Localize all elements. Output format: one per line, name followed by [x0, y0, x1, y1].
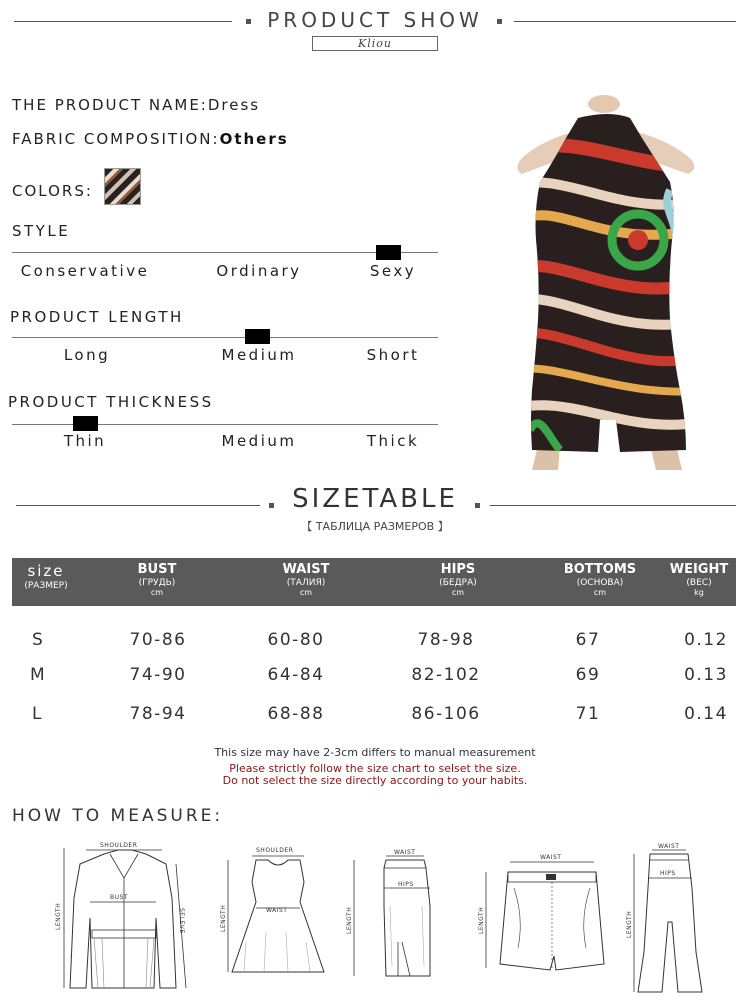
style-option-ordinary: Ordinary: [216, 262, 302, 280]
svg-text:WAIST: WAIST: [658, 843, 680, 850]
svg-text:HIPS: HIPS: [398, 881, 414, 888]
jacket-measure-sketch: [48, 838, 198, 998]
sizetable-title: SIZETABLE: [292, 484, 458, 514]
length-option-long: Long: [63, 346, 111, 364]
style-option-sexy: Sexy: [369, 262, 417, 280]
thickness-option-thin: Thin: [63, 432, 107, 450]
cell-bottoms: 71: [575, 704, 601, 724]
cell-waist: 68-88: [267, 704, 325, 724]
product-photo: [500, 90, 720, 470]
svg-text:HIPS: HIPS: [660, 870, 676, 877]
size-warning-1: Please strictly follow the size chart to selset the size.: [229, 762, 521, 775]
svg-text:LENGTH: LENGTH: [346, 906, 353, 934]
svg-text:SHOULDER: SHOULDER: [100, 842, 138, 849]
col-header-bust: BUST (ГРУДЬ) cm: [137, 562, 177, 597]
brand-label: Kliou: [312, 36, 438, 51]
cell-weight: 0.12: [684, 630, 728, 650]
svg-text:SELEVE: SELEVE: [178, 908, 185, 934]
col-header-hips: HIPS (БЕДРА) cm: [439, 562, 477, 597]
cell-bust: 74-90: [129, 665, 187, 685]
header-dot-right: [497, 19, 502, 24]
size-note: This size may have 2-3cm differs to manual measurement: [214, 746, 536, 759]
cell-size: L: [32, 704, 43, 724]
length-option-medium: Medium: [221, 346, 297, 364]
cell-waist: 60-80: [267, 630, 325, 650]
header-title: PRODUCT SHOW: [267, 8, 483, 32]
thickness-label: PRODUCT THICKNESS: [8, 393, 214, 411]
color-swatch[interactable]: [104, 168, 141, 205]
thickness-option-thick: Thick: [366, 432, 420, 450]
cell-bottoms: 67: [575, 630, 601, 650]
svg-text:LENGTH: LENGTH: [478, 906, 485, 934]
cell-weight: 0.14: [684, 704, 728, 724]
length-scale: [12, 337, 438, 338]
cell-bottoms: 69: [575, 665, 601, 685]
length-label: PRODUCT LENGTH: [10, 308, 184, 326]
skirt-measure-sketch: [340, 846, 450, 994]
cell-hips: 78-98: [417, 630, 475, 650]
col-header-weight: WEIGHT (ВЕС) kg: [669, 562, 729, 597]
thickness-marker: [73, 416, 98, 431]
dress-measure-sketch: [216, 842, 336, 992]
length-marker: [245, 329, 270, 344]
style-marker: [376, 245, 401, 260]
cell-waist: 64-84: [267, 665, 325, 685]
size-table-header: [12, 558, 736, 606]
svg-text:BUST: BUST: [110, 894, 128, 901]
svg-text:WAIST: WAIST: [266, 907, 288, 914]
fabric-line: [12, 130, 289, 148]
svg-text:LENGTH: LENGTH: [55, 902, 62, 930]
cell-size: S: [32, 630, 45, 650]
shorts-measure-sketch: [474, 848, 624, 996]
col-header-size: size (РАЗМЕР): [24, 562, 68, 591]
svg-text:WAIST: WAIST: [540, 854, 562, 861]
style-option-conservative: Conservative: [20, 262, 150, 280]
product-name-line: [12, 96, 260, 114]
svg-text:LENGTH: LENGTH: [220, 904, 227, 932]
cell-bust: 78-94: [129, 704, 187, 724]
cell-weight: 0.13: [684, 665, 728, 685]
style-label: STYLE: [12, 222, 71, 240]
col-header-waist: WAIST (ТАЛИЯ) cm: [282, 562, 330, 597]
how-to-measure-title: HOW TO MEASURE:: [12, 806, 224, 826]
sizetable-divider-right: [490, 505, 736, 506]
product-name-label: THE PRODUCT NAME:: [12, 96, 208, 114]
cell-hips: 86-106: [411, 704, 481, 724]
header-divider-right: [514, 21, 736, 22]
fabric-label: FABRIC COMPOSITION:: [12, 130, 220, 148]
size-warning-2: Do not select the size directly according to your habits.: [222, 774, 528, 787]
svg-text:SHOULDER: SHOULDER: [256, 847, 294, 854]
sizetable-subtitle: 【 ТАБЛИЦА РАЗМЕРОВ 】: [301, 520, 449, 533]
svg-text:LENGTH: LENGTH: [626, 910, 633, 938]
cell-hips: 82-102: [411, 665, 481, 685]
thickness-option-medium: Medium: [221, 432, 297, 450]
svg-text:WAIST: WAIST: [394, 849, 416, 856]
length-option-short: Short: [366, 346, 420, 364]
product-name-value: Dress: [207, 96, 261, 114]
col-header-bottoms: BOTTOMS (ОСНОВА) cm: [563, 562, 637, 597]
pants-measure-sketch: [620, 842, 730, 998]
sizetable-dot-right: [475, 503, 480, 508]
style-scale: [12, 252, 438, 253]
colors-label: COLORS:: [12, 182, 93, 200]
fabric-value: Others: [219, 130, 289, 148]
cell-size: M: [30, 665, 47, 685]
cell-bust: 70-86: [129, 630, 187, 650]
